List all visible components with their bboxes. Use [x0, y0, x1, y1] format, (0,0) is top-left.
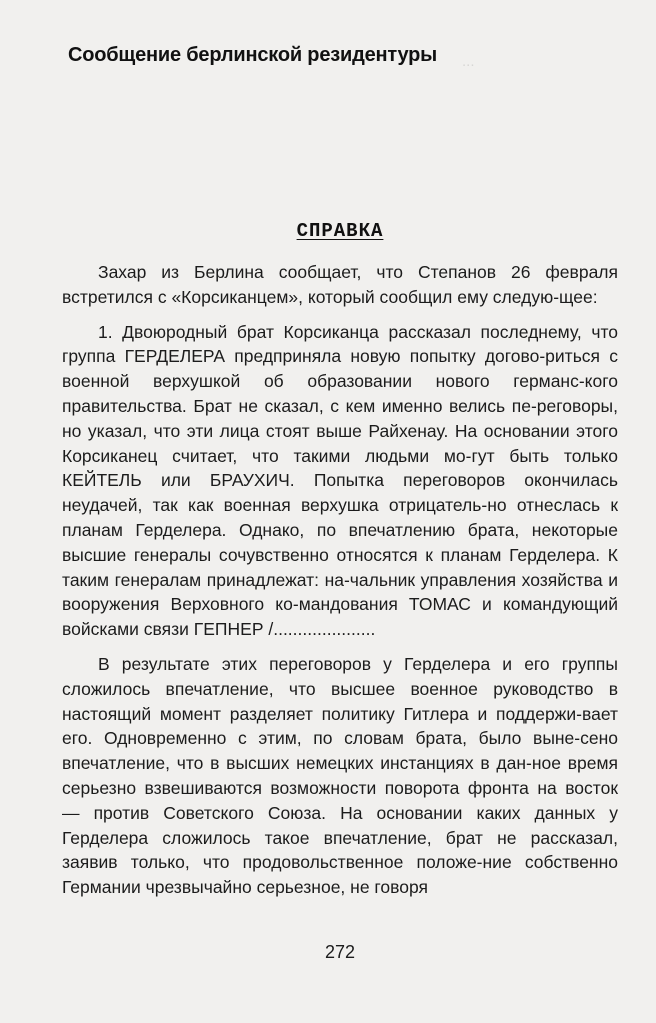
paragraph-result: В результате этих переговоров у Герделера и его группы сложилось впечатление, что высшее военное руководство в настоящий момент разделяет политику Гитлера и поддержи-вает его. Одновременно с этим, по словам брата, было выне-сено впечатление, что в высших немецких инстанциях в дан-ное время серьезно взвешиваются возможности поворота фронта на восток — против Советского Союза. На основании каких данных у Герделера сложилось такое впечатление, брат не рассказал, заявив только, что продовольственное положе-ние собственно Германии чрезвычайно серьезное, не говоря [62, 653, 618, 898]
document-heading: СПРАВКА [296, 220, 384, 242]
document-body [62, 260, 618, 910]
page-number: 272 [324, 942, 356, 962]
chapter-title: Сообщение берлинской резидентуры [68, 44, 438, 66]
paragraph-intro: Захар из Берлина сообщает, что Степанов 26 февраля встретился с «Корсиканцем», который сообщил ему следую-щее: [62, 262, 618, 307]
paragraph-point-1: 1. Двоюродный брат Корсиканца рассказал последнему, что группа ГЕРДЕЛЕРА предприняла новую попытку догово-риться с военной верхушкой об образовании нового германс-кого правительства. Брат не сказал, с кем именно велись пе-реговоры, но указал, что эти лица стоят выше Райхенау. На основании этого Корсиканец считает, что такими людьми мо-гут быть только КЕЙТЕЛЬ или БРАУХИЧ. Попытка переговоров окончилась неудачей, так как военная верхушка отрицатель-но отнеслась к планам Герделера. Однако, по впечатлению брата, некоторые высшие генералы сочувственно относятся к планам Герделера. К таким генералам принадлежат: на-чальник управления хозяйства и вооружения Верховного ко-мандования ТОМАС и командующий войсками связи ГЕПНЕР /..................... [62, 321, 618, 640]
